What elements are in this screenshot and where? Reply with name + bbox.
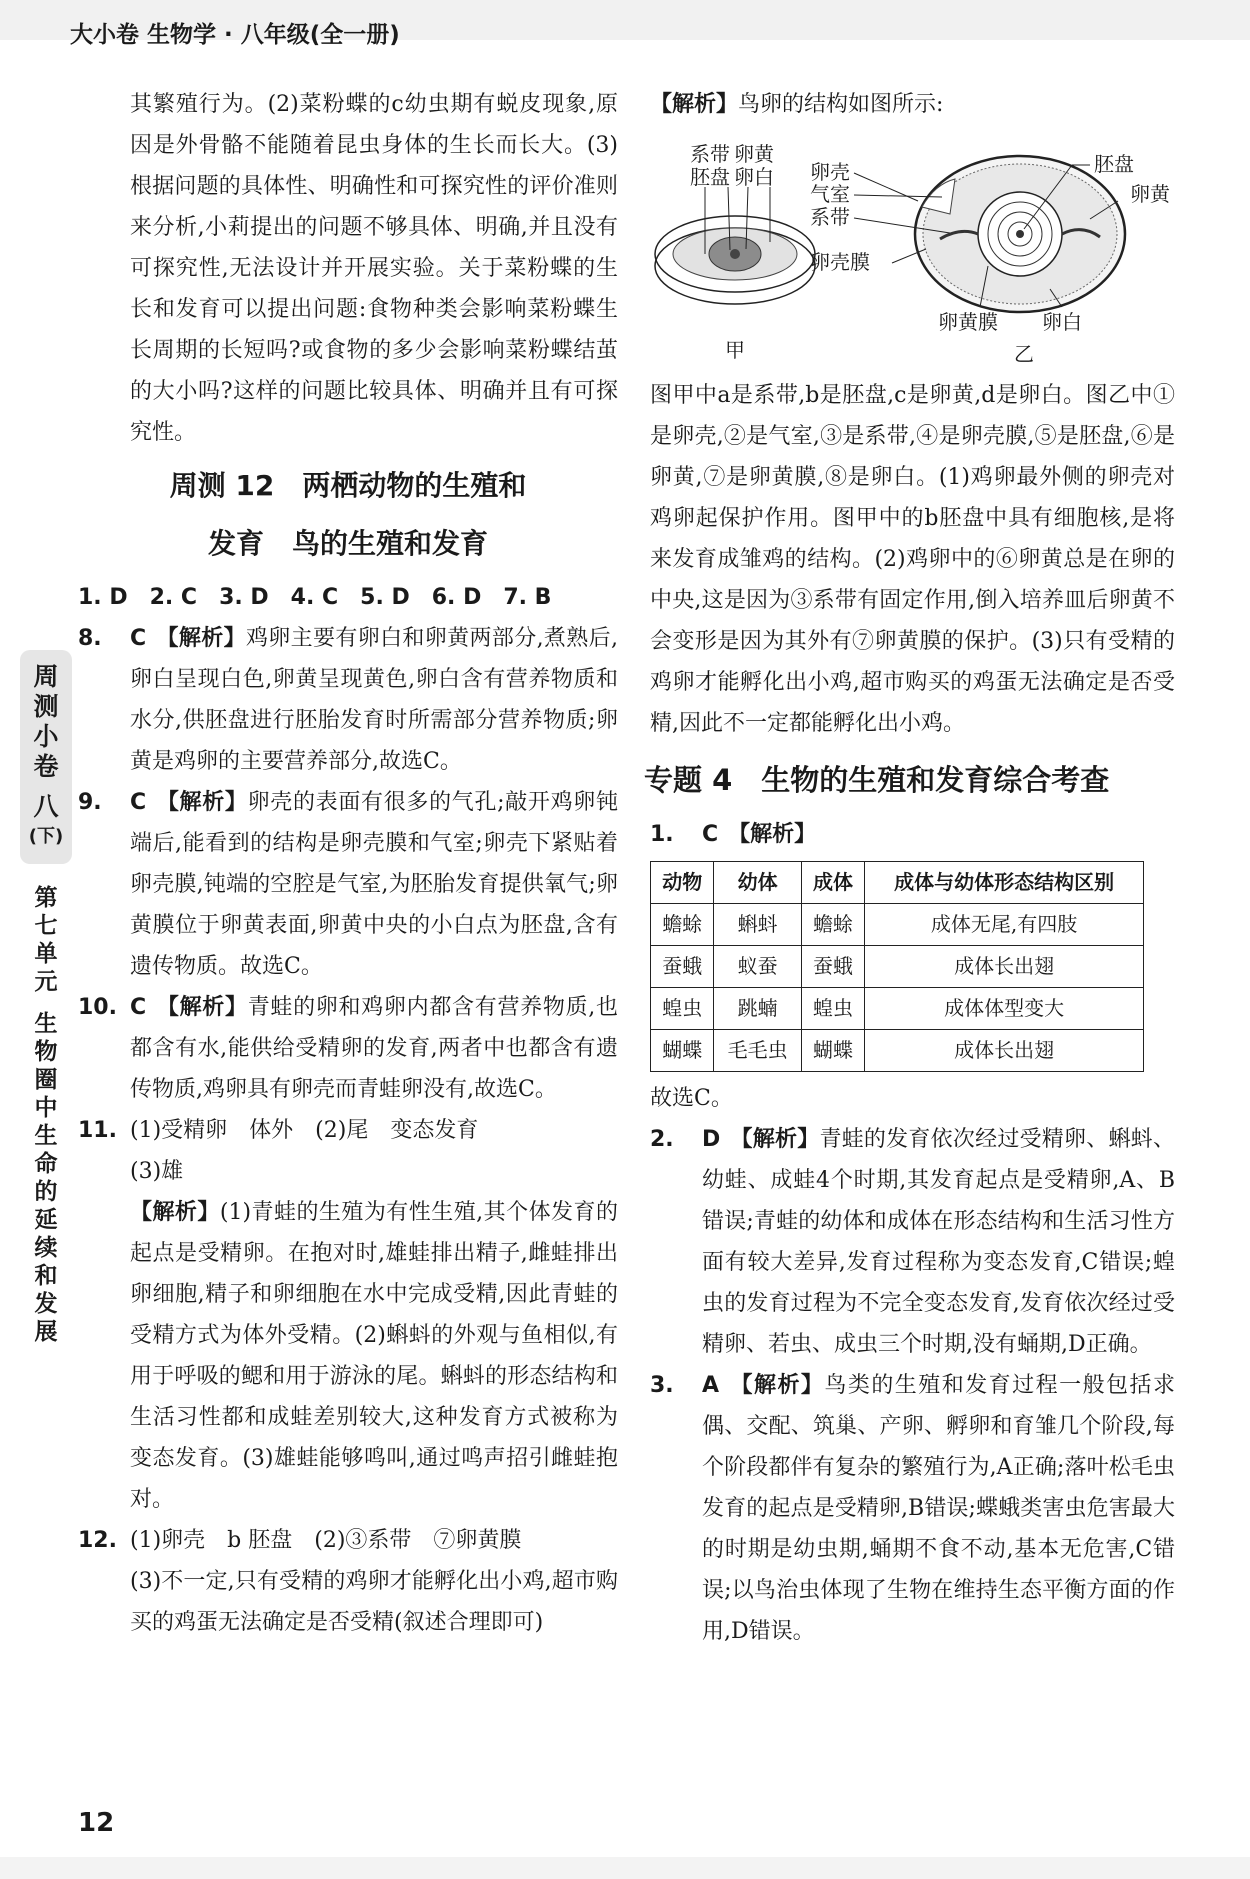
table-cell: 蟾蜍	[801, 904, 864, 946]
analysis-text: 鸡卵主要有卵白和卵黄两部分,煮熟后,卵白呈现白色,卵黄呈现黄色,卵白含有营养物质和水分,供胚盘进行胚胎发育时所需部分营养物质;卵黄是鸡卵的主要营养部分,故选C。	[130, 626, 618, 774]
table-cell: 蚁蚕	[714, 946, 801, 988]
table-row	[651, 1030, 1144, 1072]
question-number: 2.	[650, 1127, 674, 1152]
continued-answer: 其繁殖行为。(2)菜粉蝶的c幼虫期有蜕皮现象,原因是外骨骼不能随着昆虫身体的生长而长大。(3)根据问题的具体性、明确性和可探究性的评价准则来分析,小莉提出的问题不够具体、明确,并且没有可探究性,无法设计并开展实验。关于菜粉蝶的生长和发育可以提出问题:食物种类会影响菜粉蝶生长周期的长短吗?或食物的多少会影响菜粉蝶结茧的大小吗?这样的问题比较具体、明确并且有可探究性。	[130, 92, 618, 445]
egg-figure-yi	[810, 152, 1170, 366]
side-tab-weekly	[20, 650, 72, 864]
question-10	[78, 987, 618, 1110]
label-luanbai: 卵白	[734, 165, 774, 189]
side-char: 展	[34, 1319, 58, 1345]
side-char: 中	[34, 1095, 58, 1121]
label-xidai: 系带	[810, 205, 850, 229]
analysis-text: 青蛙的卵和鸡卵内都含有营养物质,也都含有水,能供给受精卵的发育,两者中也都含有遗传物质,鸡卵具有卵壳而青蛙卵没有,故选C。	[130, 995, 618, 1102]
question-number: 10.	[78, 995, 117, 1020]
table-header: 动物	[651, 862, 714, 904]
analysis-tag: 【解析】	[729, 1372, 825, 1398]
footer-bar	[0, 1857, 1250, 1879]
table-header-row	[651, 862, 1144, 904]
side-char: 周	[33, 662, 59, 691]
intro-text: 鸟卵的结构如图所示:	[738, 92, 944, 117]
side-char: 命	[34, 1151, 58, 1177]
left-column	[78, 84, 618, 1643]
analysis-text: 卵壳的表面有很多的气孔;敲开鸡卵钝端后,能看到的结构是卵壳膜和气室;卵壳下紧贴着卵壳膜,钝端的空腔是气室,为胚胎发育提供氧气;卵黄膜位于卵黄表面,卵黄中央的小白点为胚盘,含有遗传物质。故选C。	[130, 790, 618, 979]
question-number: 3.	[650, 1373, 674, 1398]
answer: A	[702, 1373, 720, 1398]
topic4-question-2	[650, 1119, 1175, 1365]
side-char: 生	[34, 1123, 58, 1149]
question-number: 1.	[650, 822, 674, 847]
question-number: 8.	[78, 626, 102, 651]
mc-answer: 7. B	[503, 585, 552, 610]
answer: (3)不一定,只有受精的鸡卵才能孵化出小鸡,超市购买的鸡蛋无法确定是否受精(叙述合理即可)	[130, 1569, 618, 1635]
table-cell: 蝴蝶	[651, 1030, 714, 1072]
side-char: 元	[34, 969, 58, 995]
table-cell: 成体体型变大	[865, 988, 1144, 1030]
question-8	[78, 618, 618, 782]
caption-yi: 乙	[1014, 342, 1034, 366]
topic4-question-3	[650, 1365, 1175, 1652]
mc-answer: 2. C	[149, 585, 198, 610]
mc-answer: 5. D	[360, 585, 410, 610]
question-12	[78, 1520, 618, 1643]
mc-answer: 4. C	[290, 585, 339, 610]
label-luanke: 卵壳	[810, 160, 850, 184]
table-cell: 毛毛虫	[714, 1030, 801, 1072]
side-char: (下)	[28, 826, 64, 847]
comparison-table	[650, 861, 1144, 1072]
egg-diagram	[650, 129, 1170, 369]
answer: C	[130, 626, 147, 651]
table-cell: 蝗虫	[801, 988, 864, 1030]
label-peipan: 胚盘	[1094, 152, 1134, 176]
question-9	[78, 782, 618, 987]
side-char: 的	[34, 1179, 58, 1205]
side-char: 七	[34, 913, 58, 939]
section-heading	[78, 457, 618, 573]
egg-yi-disc	[1016, 230, 1024, 238]
question-number: 11.	[78, 1118, 117, 1143]
table-cell: 蝗虫	[651, 988, 714, 1030]
egg-jia-disc	[730, 249, 740, 259]
table-row	[651, 904, 1144, 946]
analysis-text: (1)青蛙的生殖为有性生殖,其个体发育的起点是受精卵。在抱对时,雄蛙排出精子,雌蛙排出卵细胞,精子和卵细胞在水中完成受精,因此青蛙的受精方式为体外受精。(2)蝌蚪的外观与鱼相似,有用于呼吸的鳃和用于游泳的尾。蝌蚪的形态结构和生活习性都和成蛙差别较大,这种发育方式被称为变态发育。(3)雄蛙能够鸣叫,通过鸣声招引雌蛙抱对。	[130, 1200, 618, 1512]
side-char: 小	[33, 722, 59, 751]
side-tab-unit	[20, 884, 72, 1346]
analysis-text: 鸟类的生殖和发育过程一般包括求偶、交配、筑巢、产卵、孵卵和育雏几个阶段,每个阶段都伴有复杂的繁殖行为,A正确;落叶松毛虫发育的起点是受精卵,B错误;蝶蛾类害虫危害最大的时期是幼虫期,蛹期不食不动,基本无危害,C错误;以鸟治虫体现了生物在维持生态平衡方面的作用,D错误。	[702, 1373, 1175, 1644]
answer: C	[130, 790, 147, 815]
side-tab	[20, 650, 72, 1346]
side-char: 物	[34, 1039, 58, 1065]
mc-answer: 1. D	[78, 585, 128, 610]
table-header: 幼体	[714, 862, 801, 904]
analysis-text: 青蛙的发育依次经过受精卵、蝌蚪、幼蛙、成蛙4个时期,其发育起点是受精卵,A、B错误;青蛙的幼体和成体在形态结构和生活习性方面有较大差异,发育过程称为变态发育,C错误;蝗虫的发育过程为不完全变态发育,发育依次经过受精卵、若虫、成虫三个时期,没有蛹期,D正确。	[702, 1127, 1175, 1357]
analysis-tag: 【解析】	[156, 789, 248, 815]
analysis-tag: 【解析】	[156, 625, 246, 651]
q1-conclusion: 故选C。	[650, 1086, 733, 1111]
table-header: 成体与幼体形态结构区别	[865, 862, 1144, 904]
section-heading-line1: 周测 12 两栖动物的生殖和	[169, 469, 527, 502]
label-peipan: 胚盘	[690, 165, 730, 189]
table-cell: 成体长出翅	[865, 946, 1144, 988]
question-11	[78, 1110, 618, 1520]
side-char: 和	[34, 1263, 58, 1289]
answer: C	[130, 995, 147, 1020]
topic4-question-1	[650, 814, 1175, 855]
side-char: 续	[34, 1235, 58, 1261]
table-cell: 蟾蜍	[651, 904, 714, 946]
table-cell: 蚕蛾	[801, 946, 864, 988]
mc-answer: 3. D	[219, 585, 269, 610]
mc-answers	[78, 577, 618, 618]
answer: (1)受精卵 体外 (2)尾 变态发育	[130, 1118, 479, 1143]
table-header: 成体	[801, 862, 864, 904]
side-char: 生	[34, 1011, 58, 1037]
table-row	[651, 988, 1144, 1030]
side-char: 圈	[34, 1067, 58, 1093]
caption-jia: 甲	[725, 338, 745, 362]
page-number: 12	[78, 1808, 115, 1838]
side-char: 第	[34, 885, 58, 911]
mc-answer: 6. D	[431, 585, 482, 610]
question-number: 12.	[78, 1528, 117, 1553]
right-column	[644, 84, 1175, 1652]
figure-analysis: 图甲中a是系带,b是胚盘,c是卵黄,d是卵白。图乙中①是卵壳,②是气室,③是系带,④是卵壳膜,⑤是胚盘,⑥是卵黄,⑦是卵黄膜,⑧是卵白。(1)鸡卵最外侧的卵壳对鸡卵起保护作用。图甲中的b胚盘中具有细胞核,是将来发育成雏鸡的结构。(2)鸡卵中的⑥卵黄总是在卵的中央,这是因为③系带有固定作用,倒入培养皿后卵黄不会变形是因为其外有⑦卵黄膜的保护。(3)只有受精的鸡卵才能孵化出小鸡,超市购买的鸡蛋无法确定是否受精,因此不一定都能孵化出小鸡。	[650, 383, 1175, 736]
table-cell: 跳蝻	[714, 988, 801, 1030]
side-char: 卷	[33, 752, 59, 781]
answer: (3)雄	[130, 1159, 184, 1184]
egg-figure-jia	[655, 142, 815, 362]
table-cell: 蝴蝶	[801, 1030, 864, 1072]
side-char: 单	[34, 941, 58, 967]
table-row	[651, 946, 1144, 988]
table-cell: 成体长出翅	[865, 1030, 1144, 1072]
analysis-tag: 【解析】	[730, 1126, 820, 1152]
side-char: 发	[34, 1291, 58, 1317]
label-luanhuangmo: 卵黄膜	[938, 310, 998, 334]
label-luanhuang: 卵黄	[1130, 182, 1170, 206]
table-cell: 蝌蚪	[714, 904, 801, 946]
table-cell: 成体无尾,有四肢	[865, 904, 1144, 946]
side-char: 八	[33, 792, 59, 821]
label-luanbai: 卵白	[1042, 310, 1082, 334]
section-heading-line2: 发育 鸟的生殖和发育	[207, 527, 488, 560]
label-xidai: 系带	[690, 142, 730, 166]
label-luankemo: 卵壳膜	[810, 250, 870, 274]
analysis-tag: 【解析】	[650, 91, 739, 117]
side-char: 测	[33, 692, 59, 721]
section-heading-topic4: 专题 4 生物的生殖和发育综合考查	[644, 763, 1110, 797]
leader-line	[854, 173, 918, 201]
analysis-tag: 【解析】	[728, 821, 817, 847]
egg-figure	[650, 129, 1175, 369]
label-qishi: 气室	[810, 182, 850, 206]
answer: D	[702, 1127, 721, 1152]
analysis-tag: 【解析】	[156, 994, 248, 1020]
table-cell: 蚕蛾	[651, 946, 714, 988]
question-number: 9.	[78, 790, 102, 815]
answer: (1)卵壳 b 胚盘 (2)③系带 ⑦卵黄膜	[130, 1528, 522, 1553]
running-header: 大小卷 生物学 · 八年级(全一册)	[70, 22, 400, 48]
answer: C	[702, 822, 719, 847]
side-char: 延	[34, 1207, 58, 1233]
analysis-tag: 【解析】	[130, 1199, 220, 1225]
label-luanhuang: 卵黄	[734, 142, 774, 166]
